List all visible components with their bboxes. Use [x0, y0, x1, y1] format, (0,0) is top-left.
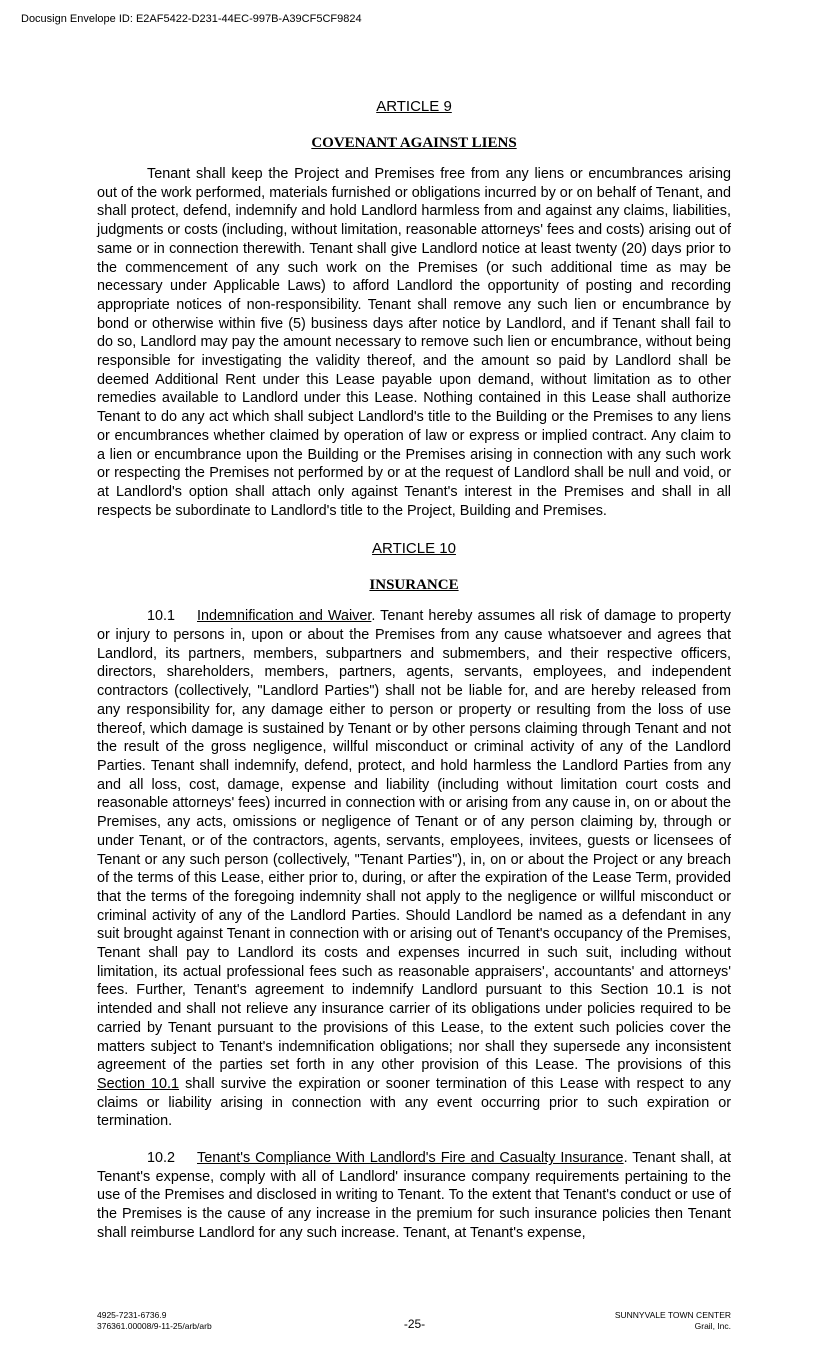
- section-10-1-reference-link: Section 10.1: [97, 1075, 180, 1092]
- section-10-1-body: . Tenant hereby assumes all risk of damage to property or injury to persons in, upon or about the Premises from any cause whatsoever and agrees that Landlord, its partners, members, subpartners and submembers, and their respective officers, directors, shareholders, members, partners, agents, servants, employees, and independent contractors (collectively, "Landlord Parties") shall not be liable for, and are hereby released from any responsibility for, any damage either to person or property or resulting from the loss of use thereof, which damage is sustained by Tenant or by other persons claiming through Tenant and not the result of the gross negligence, willful misconduct or criminal activity of any of the Landlord Parties. Tenant shall indemnify, defend, protect, and hold harmless the Landlord Parties from any and all loss, cost, damage, expense and liability (including without limitation court costs and reasonable attorneys' fees) incurred in connection with or arising from any cause in, on or about the Premises, any acts, omissions or negligence of Tenant or of any person claiming by, through or under Tenant, or of the contractors, agents, servants, employees, invitees, guests or licensees of Tenant or any such person (collectively, "Tenant Parties"), in, on or about the Project or any breach of the terms of this Lease, either prior to, during, or after the expiration of the Lease Term, provided that the terms of the foregoing indemnity shall not apply to the negligence or willful misconduct or criminal activity of any of the Landlord Parties. Should Landlord be named as a defendant in any suit brought against Tenant in connection with or arising out of Tenant's occupancy of the Premises, Tenant shall pay to Landlord its costs and expenses incurred in such suit, including without limitation, its actual professional fees such as reasonable appraisers', accountants' and attorneys' fees. Further, Tenant's agreement to indemnify Landlord pursuant to this Section 10.1 is not intended and shall not relieve any insurance carrier of its obligations under policies required to be carried by Tenant pursuant to the provisions of this Lease, to the extent such policies cover the matters subject to Tenant's indemnification obligations; nor shall they supersede any inconsistent agreement of the parties set forth in any other provision of this Lease. The provisions of this: [97, 608, 732, 1074]
- page-number: -25-: [403, 1317, 426, 1331]
- section-10-1-number: 10.1: [147, 608, 176, 625]
- footer-file-ref: 376361.00008/9-11-25/arb/arb: [97, 1321, 212, 1331]
- document-page: [97, 96, 731, 1243]
- section-10-1-tail: shall survive the expiration or sooner termination of this Lease with respect to any claims or liability arising in connection with any event occurring prior to such expiration or termination.: [97, 1075, 731, 1130]
- footer-right: [615, 1310, 731, 1332]
- section-10-1-heading: Indemnification and Waiver: [197, 608, 372, 625]
- section-10-1: [97, 607, 731, 1131]
- envelope-id: Docusign Envelope ID: E2AF5422-D231-44EC-997B-A39CF5CF9824: [21, 13, 362, 25]
- section-10-2-heading: Tenant's Compliance With Landlord's Fire and Casualty Insurance: [197, 1150, 624, 1167]
- section-10-2-body: . Tenant shall, at Tenant's expense, comply with all of Landlord' insurance company requirements pertaining to the use of the Premises and disclosed in writing to Tenant. To the extent that Tenant's conduct or use of the Premises is the cause of any increase in the premium for such insurance policies then Tenant shall reimburse Landlord for any such increase. Tenant, at Tenant's expense,: [97, 1150, 731, 1241]
- article-10-number: ARTICLE 10: [372, 540, 456, 558]
- article-9-title: COVENANT AGAINST LIENS: [311, 135, 517, 151]
- section-10-2-number: 10.2: [147, 1150, 176, 1167]
- footer-tenant: Grail, Inc.: [694, 1321, 731, 1331]
- article-9-number: ARTICLE 9: [376, 98, 452, 115]
- footer-project: SUNNYVALE TOWN CENTER: [614, 1310, 731, 1320]
- footer-doc-number: 4925-7231-6736.9: [97, 1310, 167, 1320]
- article-10-title: INSURANCE: [369, 577, 459, 594]
- article-9-body: Tenant shall keep the Project and Premises free from any liens or encumbrances arising out of the work performed, materials furnished or obligations incurred by or on behalf of Tenant, and shall protect, defend, indemnify and hold Landlord harmless from and against any claims, liabilities, judgments or costs (including, without limitation, reasonable attorneys' fees and costs) arising out of same or in connection therewith. Tenant shall give Landlord notice at least twenty (20) days prior to the commencement of any such work on the Premises (or such additional time as may be necessary under Applicable Laws) to afford Landlord the opportunity of posting and recording appropriate notices of non-responsibility. Tenant shall remove any such lien or encumbrance by bond or otherwise within five (5) business days after notice by Landlord, and if Tenant shall fail to do so, Landlord may pay the amount necessary to remove such lien or encumbrance, without being responsible for investigating the validity thereof, and the amount so paid by Landlord shall be deemed Additional Rent under this Lease payable upon demand, without limitation as to other remedies available to Landlord under this Lease. Nothing contained in this Lease shall authorize Tenant to do any act which shall subject Landlord's title to the Building or the Premises to any liens or encumbrances whether claimed by operation of law or express or implied contract. Any claim to a lien or encumbrance upon the Building or the Premises arising in connection with any such work or respecting the Premises not performed by or at the request of Landlord shall be null and void, or at Landlord's option shall attach only against Tenant's interest in the Premises and shall in all respects be subordinate to Landlord's title to the Project, Building and Premises.: [97, 166, 731, 519]
- section-10-2: [97, 1149, 731, 1243]
